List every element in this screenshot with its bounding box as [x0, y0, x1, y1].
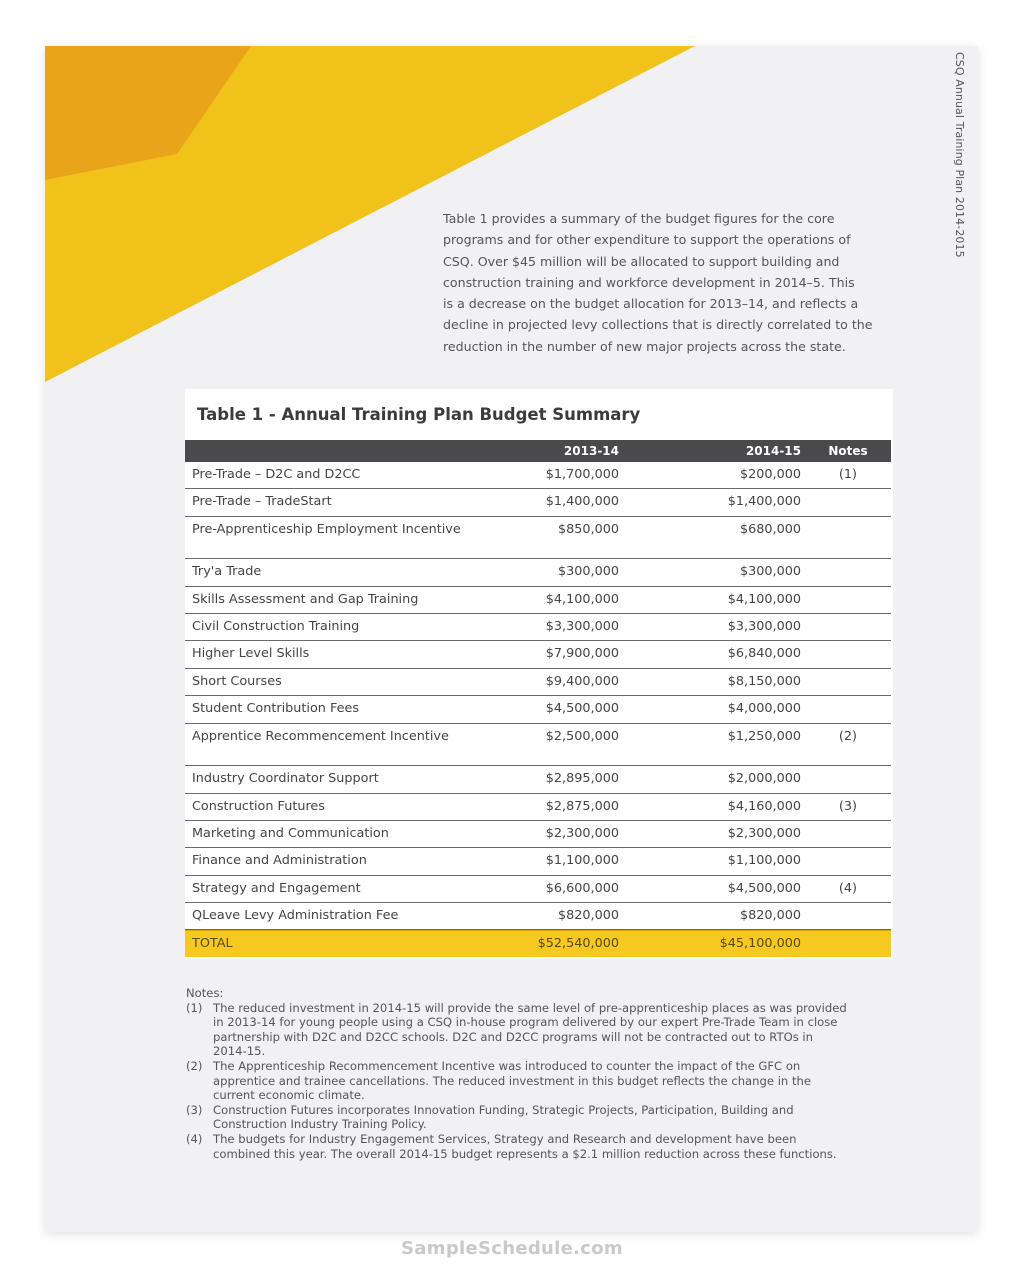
row-value-2014-15: $1,100,000	[727, 853, 801, 869]
row-value-2014-15: $1,400,000	[727, 494, 801, 510]
table-row	[185, 517, 891, 560]
table-row	[185, 587, 891, 614]
budget-table	[185, 440, 891, 957]
row-value-2014-15: $3,300,000	[727, 619, 801, 635]
row-label: Pre-Trade – TradeStart	[192, 494, 332, 510]
footnote-text	[213, 1103, 906, 1132]
table-row	[185, 821, 891, 848]
table-row	[185, 794, 891, 821]
footnote-line: current economic climate.	[213, 1088, 365, 1103]
row-value-2013-14: $850,000	[557, 521, 619, 537]
intro-line: reduction in the number of new major projects across the state.	[443, 338, 846, 354]
footnote-line: Construction Industry Training Policy.	[213, 1117, 427, 1132]
footnote-number: (3)	[186, 1102, 203, 1117]
table-header-row	[185, 440, 891, 462]
table-row	[185, 696, 891, 723]
row-label: Higher Level Skills	[192, 646, 310, 662]
row-value-2014-15: $1,250,000	[727, 728, 801, 744]
row-note: (2)	[838, 728, 858, 744]
footnote-number: (4)	[186, 1131, 203, 1146]
row-value-2014-15: $680,000	[739, 521, 801, 537]
footnote-text	[213, 1132, 906, 1161]
footnote-line: 2014-15.	[213, 1044, 266, 1059]
intro-paragraph	[443, 208, 895, 357]
row-value-2013-14: $820,000	[557, 908, 619, 924]
intro-line: decline in projected levy collections that is directly correlated to the	[443, 317, 873, 333]
footnote-line: in 2013-14 for young people using a CSQ in-house program delivered by our expert Pre-Trade Team in close	[213, 1015, 838, 1030]
row-value-2014-15: $4,160,000	[727, 798, 801, 814]
footnote-line: Construction Futures incorporates Innovation Funding, Strategic Projects, Participation, Building and	[213, 1102, 794, 1117]
row-value-2014-15: $2,000,000	[727, 771, 801, 787]
notes-heading: Notes:	[186, 986, 224, 1000]
footnote-line: The reduced investment in 2014-15 will provide the same level of pre-apprenticeship places as was provided	[213, 1000, 847, 1015]
intro-line: Table 1 provides a summary of the budget figures for the core	[443, 211, 835, 226]
watermark-footer: SampleSchedule.com	[401, 1238, 623, 1259]
row-value-2014-15: $4,000,000	[727, 701, 801, 717]
table-title: Table 1 - Annual Training Plan Budget Summary	[197, 405, 641, 424]
table-row	[185, 848, 891, 875]
row-value-2014-15: $8,150,000	[727, 673, 801, 689]
row-value-2013-14: $1,400,000	[545, 494, 619, 510]
row-value-2013-14: $2,895,000	[545, 771, 619, 787]
footnote-text	[213, 1001, 906, 1059]
row-value-2013-14: $2,300,000	[545, 825, 619, 841]
row-note: (3)	[838, 798, 858, 814]
row-value-2013-14: $6,600,000	[545, 880, 619, 896]
row-value-2013-14: $1,700,000	[545, 467, 619, 482]
row-label: Pre-Trade – D2C and D2CC	[192, 467, 361, 482]
row-value-2014-15: $6,840,000	[727, 646, 801, 662]
intro-line: CSQ. Over $45 million will be allocated to support building and	[443, 253, 840, 269]
row-value-2013-14: $4,500,000	[545, 701, 619, 717]
table-row	[185, 903, 891, 930]
table-row	[185, 489, 891, 516]
row-label: Student Contribution Fees	[192, 701, 360, 717]
row-value-2014-15: $4,100,000	[727, 591, 801, 607]
row-value-2013-14: $1,100,000	[545, 853, 619, 869]
row-value-2013-14: $9,400,000	[545, 673, 619, 689]
footnote-item	[186, 1132, 906, 1161]
header-2013-14: 2013-14	[563, 444, 619, 458]
row-label: Industry Coordinator Support	[192, 771, 379, 787]
row-label: Short Courses	[192, 673, 282, 689]
footnote-item	[186, 1001, 906, 1059]
row-value-2014-15: $4,500,000	[727, 880, 801, 896]
header-notes: Notes	[828, 444, 868, 458]
budget-table-card	[185, 389, 893, 959]
total-label: TOTAL	[192, 936, 233, 952]
row-value-2014-15: $820,000	[739, 908, 801, 924]
row-value-2013-14: $4,100,000	[545, 591, 619, 607]
footnote-line: combined this year. The overall 2014-15 budget represents a $2.1 million reduction across these functions.	[213, 1146, 837, 1161]
intro-line: is a decrease on the budget allocation for 2013–14, and reflects a	[443, 296, 859, 312]
row-label: Try'a Trade	[192, 564, 262, 580]
row-label: Apprentice Recommencement Incentive	[192, 728, 449, 744]
table-row	[185, 876, 891, 903]
row-value-2013-14: $3,300,000	[545, 619, 619, 635]
total-2013-14: $52,540,000	[537, 936, 619, 952]
footnote-line: partnership with D2C and D2CC schools. D2C and D2CC programs will not be contracted out to RTOs in	[213, 1029, 813, 1044]
footnote-item	[186, 1103, 906, 1132]
row-value-2013-14: $2,500,000	[545, 728, 619, 744]
row-note: (4)	[838, 880, 858, 896]
footnote-number: (1)	[186, 1000, 203, 1015]
table-row	[185, 462, 891, 489]
row-label: Finance and Administration	[192, 853, 367, 869]
row-value-2014-15: $200,000	[739, 467, 801, 482]
footnote-number: (2)	[186, 1058, 203, 1073]
row-label: Skills Assessment and Gap Training	[192, 591, 419, 607]
total-2014-15: $45,100,000	[719, 936, 801, 952]
footnote-item	[186, 1059, 906, 1103]
footnote-line: The budgets for Industry Engagement Services, Strategy and Research and development have been	[213, 1131, 797, 1146]
row-label: QLeave Levy Administration Fee	[192, 908, 399, 924]
row-note: (1)	[838, 467, 858, 482]
document-page	[45, 46, 978, 1232]
row-label: Strategy and Engagement	[192, 880, 361, 896]
side-running-title: CSQ Annual Training Plan 2014-2015	[953, 52, 966, 258]
row-label: Civil Construction Training	[192, 619, 360, 635]
table-row	[185, 724, 891, 767]
row-label: Pre-Apprenticeship Employment Incentive	[192, 521, 461, 537]
table-row	[185, 614, 891, 641]
row-value-2013-14: $2,875,000	[545, 798, 619, 814]
row-label: Marketing and Communication	[192, 825, 389, 841]
row-value-2013-14: $7,900,000	[545, 646, 619, 662]
row-value-2014-15: $300,000	[739, 564, 801, 580]
footnote-line: The Apprenticeship Recommencement Incentive was introduced to counter the impact of the GFC on	[213, 1058, 801, 1073]
row-value-2014-15: $2,300,000	[727, 825, 801, 841]
intro-line: construction training and workforce development in 2014–5. This	[443, 274, 855, 290]
table-row	[185, 559, 891, 586]
table-row	[185, 669, 891, 696]
row-label: Construction Futures	[192, 798, 325, 814]
header-2014-15: 2014-15	[745, 444, 801, 458]
footnote-text	[213, 1059, 906, 1103]
table-row	[185, 641, 891, 668]
table-row	[185, 766, 891, 793]
intro-line: programs and for other expenditure to support the operations of	[443, 232, 851, 248]
footnote-line: apprentice and trainee cancellations. The reduced investment in this budget reflects the change in the	[213, 1073, 811, 1088]
row-value-2013-14: $300,000	[557, 564, 619, 580]
table-body	[185, 462, 891, 930]
footnotes	[186, 986, 906, 1161]
total-row	[185, 930, 891, 957]
